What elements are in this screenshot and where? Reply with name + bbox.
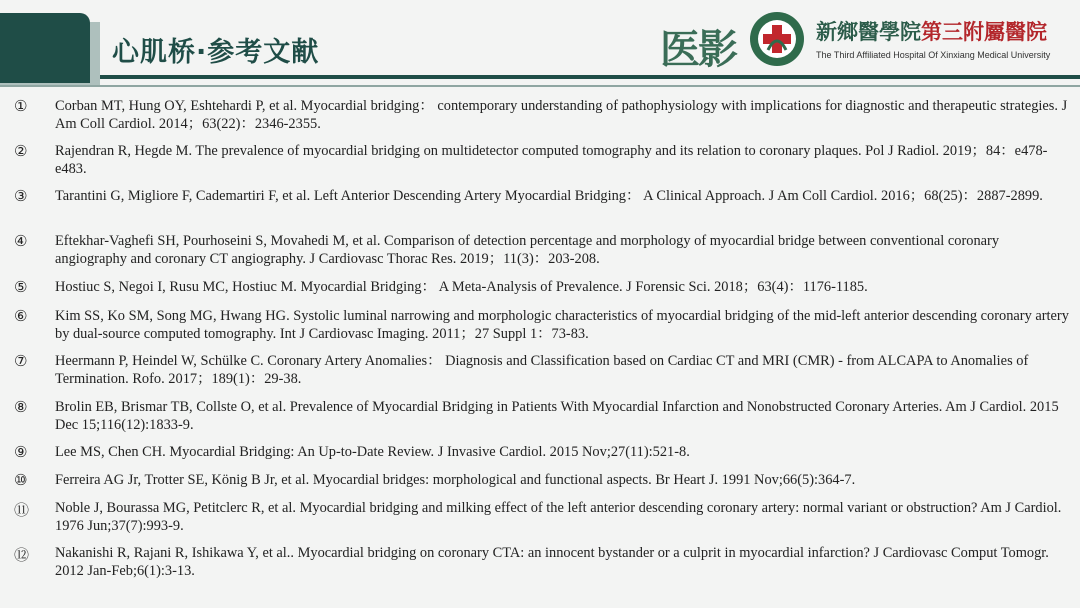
reference-text: Lee MS, Chen CH. Myocardial Bridging: An Up-to-Date Review. J Invasive Cardiol. 2015 Nov;27(11):521-8. xyxy=(55,444,690,460)
hospital-name-school: 新鄉醫學院 xyxy=(816,19,921,44)
header-tab xyxy=(0,13,90,83)
reference-number: ⑥ xyxy=(14,307,28,325)
reference-number: ④ xyxy=(14,232,28,250)
reference-text: Ferreira AG Jr, Trotter SE, König B Jr, et al. Myocardial bridges: morphological and functional aspects. Br Heart J. 1991 Nov;66(5):364-7. xyxy=(55,472,856,488)
reference-text: Corban MT, Hung OY, Eshtehardi P, et al. Myocardial bridging： contemporary understanding of pathophysiology with implications for diagnostic and therapeutic strategies. J Am Coll Cardiol. 2014；63(22)：2346-2355. xyxy=(55,98,1068,132)
reference-number: ⑧ xyxy=(14,398,28,416)
reference-number: ⑤ xyxy=(14,278,28,296)
reference-text: Rajendran R, Hegde M. The prevalence of myocardial bridging on multidetector computed tomography and its relation to coronary plaques. Pol J Radiol. 2019；84：e478-e483. xyxy=(55,143,1048,177)
hospital-name-english: The Third Affiliated Hospital Of Xinxiang Medical University xyxy=(816,50,1051,60)
reference-number: ⑩ xyxy=(14,471,28,489)
reference-text: Hostiuc S, Negoi I, Rusu MC, Hostiuc M. Myocardial Bridging： A Meta-Analysis of Prevalence. J Forensic Sci. 2018；63(4)：1176-1185. xyxy=(55,279,868,295)
hospital-name xyxy=(816,16,1047,46)
reference-number: ⑦ xyxy=(14,352,28,370)
yiying-logo-text: 医影 xyxy=(660,27,736,73)
header-divider xyxy=(100,75,1080,79)
reference-number: ⑪ xyxy=(14,501,30,519)
reference-text: Heermann P, Heindel W, Schülke C. Coronary Artery Anomalies： Diagnosis and Classification based on Cardiac CT and MRI (CMR) - from ALCAPA to Anomalies of Termination. Rofo. 2017；189(1)：29-38. xyxy=(55,353,1029,387)
header-subdivider xyxy=(0,85,1080,87)
reference-text: Kim SS, Ko SM, Song MG, Hwang HG. Systolic luminal narrowing and morphologic characteristics of myocardial bridging of the mid-left anterior descending coronary artery by dual-source computed tomography. Int J Cardiovasc Imaging. 2011；27 Suppl 1：73-83. xyxy=(55,308,1069,342)
reference-text: Noble J, Bourassa MG, Petitclerc R, et al. Myocardial bridging and milking effect of the left anterior descending coronary artery: normal variant or obstruction? Am J Cardiol. 1976 Jun;37(7):993-9. xyxy=(55,500,1062,534)
reference-number: ① xyxy=(14,97,28,115)
reference-number: ⑫ xyxy=(14,546,30,564)
page-title: 心肌桥·参考文献 xyxy=(112,37,320,68)
reference-text: Brolin EB, Brismar TB, Collste O, et al. Prevalence of Myocardial Bridging in Patients With Myocardial Infarction and Nonobstructed Coronary Arteries. Am J Cardiol. 2015 Dec 15;116(12):1833-9. xyxy=(55,399,1059,433)
reference-number: ⑨ xyxy=(14,443,28,461)
reference-text: Nakanishi R, Rajani R, Ishikawa Y, et al.. Myocardial bridging on coronary CTA: an innocent bystander or a culprit in myocardial infarction? J Cardiovasc Comput Tomogr. 2012 Jan-Feb;6(1):3-13. xyxy=(55,545,1049,579)
reference-number: ③ xyxy=(14,187,28,205)
hospital-name-affiliate: 第三附屬醫院 xyxy=(921,19,1047,44)
hospital-emblem-icon xyxy=(748,10,806,68)
reference-text: Tarantini G, Migliore F, Cademartiri F, et al. Left Anterior Descending Artery Myocardial Bridging： A Clinical Approach. J Am Coll Cardiol. 2016；68(25)：2887-2899. xyxy=(55,188,1043,204)
reference-text: Eftekhar-Vaghefi SH, Pourhoseini S, Movahedi M, et al. Comparison of detection percentage and morphology of myocardial bridge between conventional coronary angiography and coronary CT angiography. J Cardiovasc Thorac Res. 2019；11(3)：203-208. xyxy=(55,233,1000,267)
hospital-logo xyxy=(660,10,1070,73)
reference-number: ② xyxy=(14,142,28,160)
